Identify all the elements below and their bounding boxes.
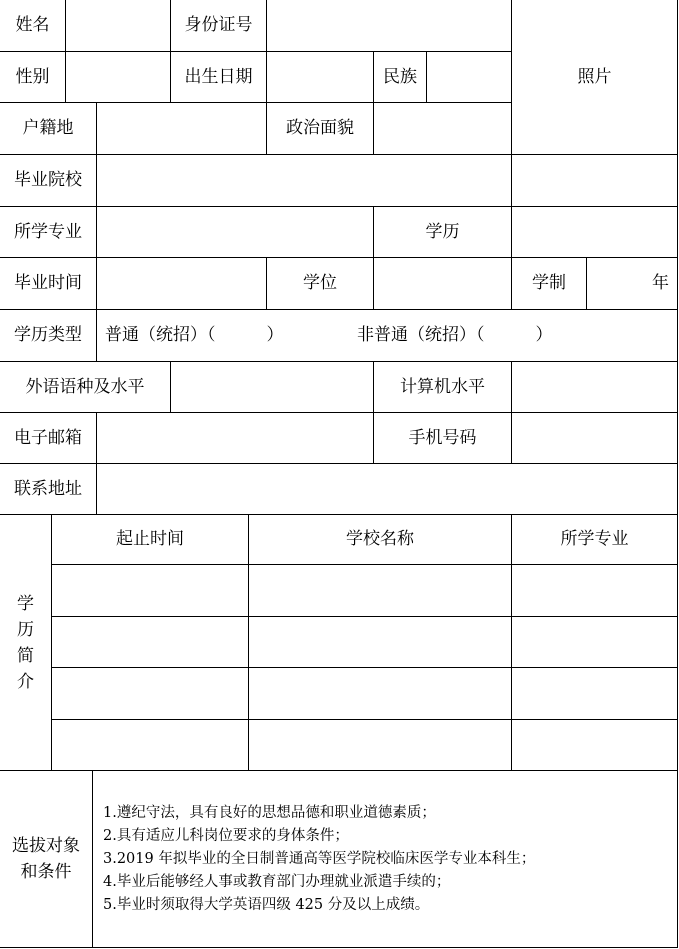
phone-field[interactable]: [511, 412, 678, 464]
history-row-4-school[interactable]: [248, 719, 512, 771]
history-row-4-major[interactable]: [511, 719, 678, 771]
name-field[interactable]: [65, 0, 171, 52]
schooling-length-label: 学制: [511, 257, 587, 310]
education-field[interactable]: [511, 206, 678, 258]
major-field[interactable]: [96, 206, 374, 258]
hukou-label: 户籍地: [0, 102, 97, 155]
graduation-time-label: 毕业时间: [0, 257, 97, 310]
email-label: 电子邮箱: [0, 412, 97, 464]
history-row-2-school[interactable]: [248, 616, 512, 668]
education-type-regular-option[interactable]: 普通（统招）（ ）: [105, 325, 284, 346]
language-level-field[interactable]: [170, 361, 374, 413]
ethnicity-label: 民族: [373, 51, 427, 103]
language-level-label: 外语语种及水平: [0, 361, 171, 413]
history-row-3-school[interactable]: [248, 667, 512, 720]
criteria-item: 2.具有适应儿科岗位要求的身体条件；: [103, 827, 349, 844]
photo-box[interactable]: 照片: [511, 0, 678, 155]
gender-label: 性别: [0, 51, 66, 103]
school-label: 毕业院校: [0, 154, 97, 207]
criteria-list: [92, 770, 678, 948]
history-header-major: 所学专业: [511, 514, 678, 565]
education-type-options: [96, 309, 678, 362]
history-row-1-period[interactable]: [51, 564, 249, 617]
computer-level-field[interactable]: [511, 361, 678, 413]
computer-level-label: 计算机水平: [373, 361, 512, 413]
degree-label: 学位: [266, 257, 374, 310]
history-row-1-major[interactable]: [511, 564, 678, 617]
history-header-period: 起止时间: [51, 514, 249, 565]
id-number-field[interactable]: [266, 0, 512, 52]
id-number-label: 身份证号: [170, 0, 267, 52]
history-row-4-period[interactable]: [51, 719, 249, 771]
education-history-label: 学 历 简 介: [0, 514, 52, 771]
email-field[interactable]: [96, 412, 374, 464]
name-label: 姓名: [0, 0, 66, 52]
criteria-item: 5.毕业时须取得大学英语四级 425 分及以上成绩。: [103, 896, 430, 913]
history-row-3-major[interactable]: [511, 667, 678, 720]
school-field[interactable]: [96, 154, 512, 207]
graduation-time-field[interactable]: [96, 257, 267, 310]
gender-field[interactable]: [65, 51, 171, 103]
degree-field[interactable]: [373, 257, 512, 310]
phone-label: 手机号码: [373, 412, 512, 464]
criteria-item: 4.毕业后能够经人事或教育部门办理就业派遣手续的；: [103, 873, 451, 890]
education-type-label: 学历类型: [0, 309, 97, 362]
criteria-item: 1.遵纪守法，具有良好的思想品德和职业道德素质；: [103, 804, 436, 821]
history-header-school: 学校名称: [248, 514, 512, 565]
history-row-2-period[interactable]: [51, 616, 249, 668]
education-type-nonregular-option[interactable]: 非普通（统招）（ ）: [357, 325, 553, 346]
history-row-2-major[interactable]: [511, 616, 678, 668]
birth-date-field[interactable]: [266, 51, 374, 103]
history-row-3-period[interactable]: [51, 667, 249, 720]
criteria-label: 选拔对象 和条件: [0, 770, 93, 948]
year-unit: 年: [652, 273, 669, 294]
major-label: 所学专业: [0, 206, 97, 258]
education-label: 学历: [373, 206, 512, 258]
ethnicity-field[interactable]: [426, 51, 512, 103]
address-label: 联系地址: [0, 463, 97, 515]
address-field[interactable]: [96, 463, 678, 515]
history-row-1-school[interactable]: [248, 564, 512, 617]
political-status-field[interactable]: [373, 102, 512, 155]
hukou-field[interactable]: [96, 102, 267, 155]
political-status-label: 政治面貌: [266, 102, 374, 155]
birth-date-label: 出生日期: [170, 51, 267, 103]
schooling-length-field[interactable]: [586, 257, 678, 310]
criteria-item: 3.2019 年拟毕业的全日制普通高等医学院校临床医学专业本科生；: [103, 850, 536, 867]
school-field-extension[interactable]: [511, 154, 678, 207]
